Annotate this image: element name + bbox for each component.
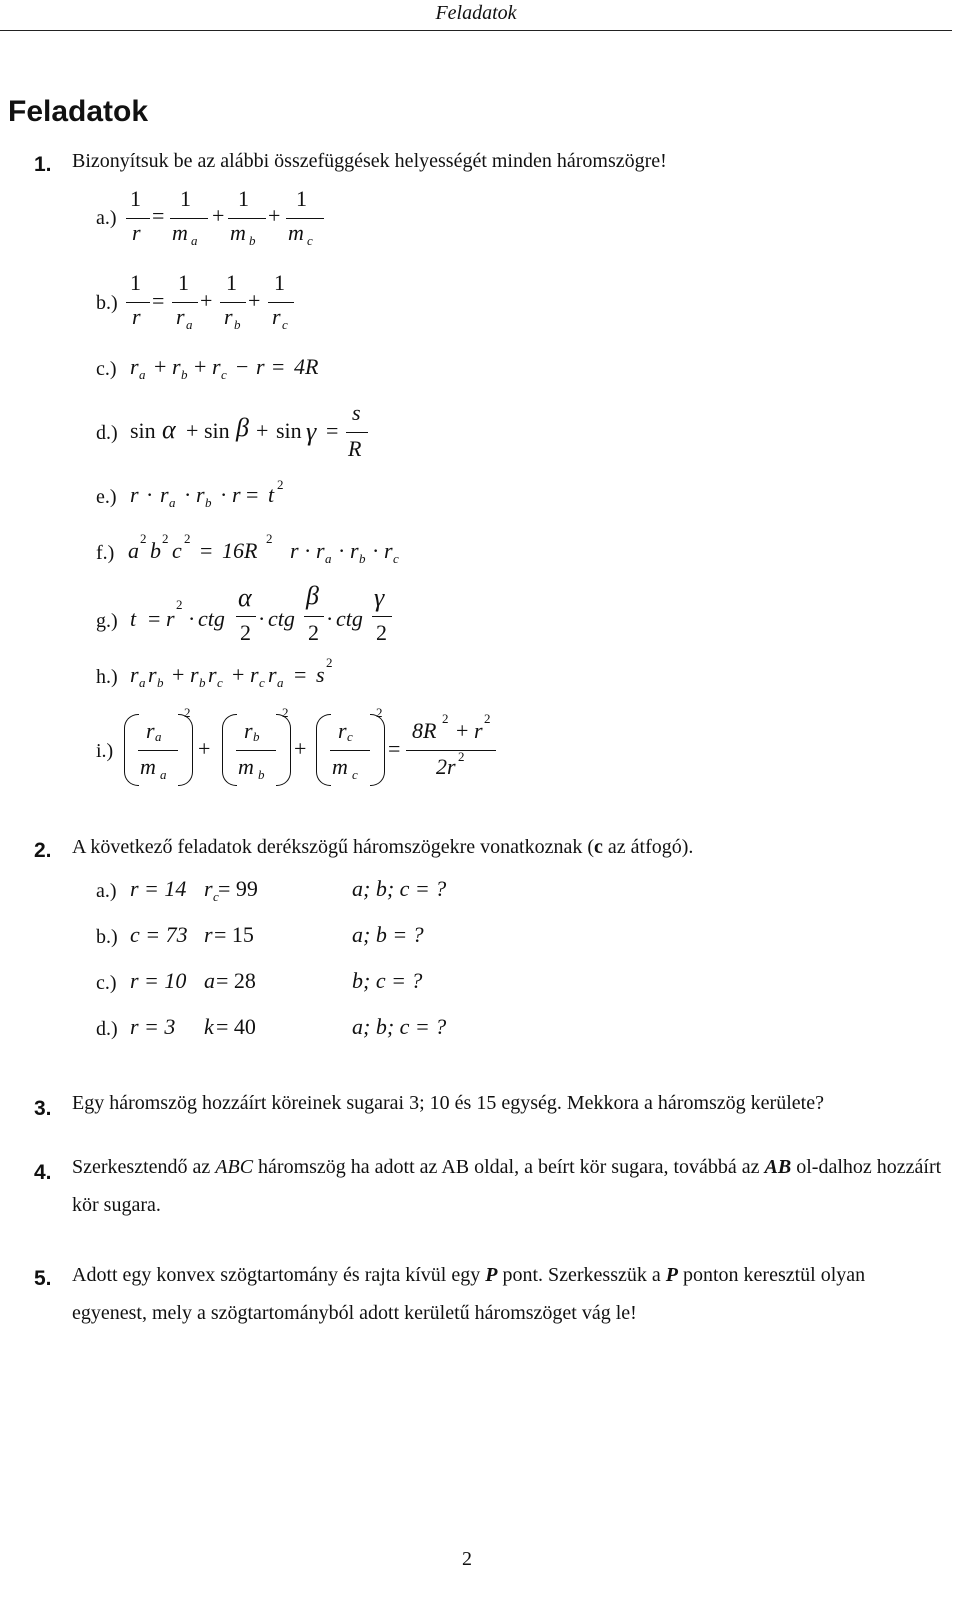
page-number: 2 — [462, 1548, 472, 1570]
equals: = — [294, 662, 307, 687]
question: a; b; c = ? — [352, 1014, 447, 1039]
problem-4-t2: háromszög ha adott az AB oldal, a beírt kör sugara, továbbá az — [253, 1156, 765, 1178]
r: r — [212, 354, 221, 379]
frac-den: R — [348, 436, 362, 461]
given-2-main: r — [204, 876, 213, 901]
label-1c: c.) — [96, 358, 117, 380]
subscript: c — [282, 317, 288, 332]
frac-num: r — [146, 718, 155, 743]
dot: · — [372, 538, 380, 563]
frac-num: r — [338, 718, 347, 743]
frac-den: r — [224, 304, 233, 329]
given-1: r = 10 — [130, 968, 187, 993]
r: r — [172, 354, 181, 379]
frac-den: m — [288, 220, 304, 245]
superscript: 2 — [458, 749, 465, 764]
given-2-rest: = 28 — [216, 968, 256, 993]
given-2-sub: c — [213, 889, 219, 904]
superscript: 2 — [376, 705, 383, 720]
equals: = — [272, 354, 285, 379]
gamma: γ — [306, 417, 317, 446]
given-1: r = 14 — [130, 876, 187, 901]
right-paren — [276, 714, 291, 786]
given-2-rest: = 15 — [214, 922, 254, 947]
given-2-main: k — [204, 1014, 214, 1039]
left-paren — [222, 714, 237, 786]
row-label: a.) — [96, 880, 117, 902]
frac-den: m — [172, 220, 188, 245]
given-2-main: r — [204, 922, 213, 947]
subscript: c — [347, 729, 353, 744]
ctg: ctg — [198, 606, 225, 631]
numerator: 8R — [412, 718, 437, 743]
sin: sin — [276, 418, 302, 443]
t: t — [130, 606, 137, 631]
c: c — [172, 538, 182, 563]
a: a — [128, 538, 139, 563]
subscript: b — [359, 551, 366, 566]
frac-den: m — [230, 220, 246, 245]
r: r — [190, 662, 199, 687]
frac-bar — [228, 218, 266, 219]
plus: + — [200, 288, 213, 313]
question: a; b = ? — [352, 922, 424, 947]
equals: = — [200, 538, 213, 563]
superscript: 2 — [184, 531, 191, 546]
frac-num: 1 — [238, 186, 249, 211]
dot: · — [304, 538, 312, 563]
label-1a: a.) — [96, 207, 117, 229]
row-label: d.) — [96, 1018, 118, 1040]
frac-bar — [406, 750, 496, 751]
dot: · — [326, 606, 334, 631]
problem-1-number: 1. — [34, 153, 52, 176]
r: r — [316, 538, 325, 563]
label-1b: b.) — [96, 292, 118, 314]
superscript: 2 — [282, 705, 289, 720]
t: t — [268, 482, 275, 507]
plus: + — [232, 662, 245, 687]
plus: + — [154, 354, 167, 379]
plus: + — [212, 203, 225, 228]
subscript: b — [199, 675, 206, 690]
problem-2-number: 2. — [34, 839, 52, 862]
rhs: 16R — [222, 538, 258, 563]
plus: + — [194, 354, 207, 379]
subscript: c — [217, 675, 223, 690]
r: r — [196, 482, 205, 507]
problem-1-text: Bizonyítsuk be az alábbi összefüggések helyességét minden háromszögre! — [72, 150, 667, 172]
r: r — [232, 482, 241, 507]
subscript: b — [157, 675, 164, 690]
r: r — [208, 662, 217, 687]
dot: · — [146, 482, 154, 507]
r: r — [290, 538, 299, 563]
subscript: a — [169, 495, 176, 510]
subscript: c — [393, 551, 399, 566]
frac-bar — [126, 218, 150, 219]
frac-bar — [236, 616, 256, 617]
equals: = — [148, 606, 161, 631]
rhs: 4R — [294, 354, 319, 379]
subscript: b — [258, 767, 265, 782]
subscript: a — [325, 551, 332, 566]
superscript: 2 — [484, 711, 491, 726]
plus: + — [294, 736, 307, 761]
frac-num: 1 — [178, 270, 189, 295]
subscript: a — [139, 675, 146, 690]
two: 2 — [308, 620, 319, 645]
frac-den: m — [238, 754, 254, 779]
subscript: a — [277, 675, 284, 690]
frac-den: r — [132, 220, 141, 245]
r: r — [130, 354, 139, 379]
frac-bar — [138, 750, 178, 751]
frac-bar — [330, 750, 370, 751]
ctg: ctg — [268, 606, 295, 631]
frac-den: r — [132, 304, 141, 329]
given-2-main: a — [204, 968, 215, 993]
subscript: a — [139, 367, 146, 382]
problem-2-text-post: az átfogó). — [602, 836, 694, 858]
alpha: α — [238, 583, 252, 612]
page-title: Feladatok — [8, 95, 149, 128]
ctg: ctg — [336, 606, 363, 631]
minus: − — [236, 354, 249, 379]
row-label: b.) — [96, 926, 118, 948]
r: r — [160, 482, 169, 507]
equals: = — [152, 288, 165, 313]
frac-bar — [346, 432, 368, 433]
subscript: c — [307, 233, 313, 248]
dot: · — [338, 538, 346, 563]
subscript: a — [191, 233, 198, 248]
beta: β — [236, 413, 249, 442]
problem-2-text-pre: A következő feladatok derékszögű háromszögekre vonatkoznak ( — [72, 836, 595, 858]
subscript: c — [352, 767, 358, 782]
two: 2 — [376, 620, 387, 645]
r: r — [384, 538, 393, 563]
problem-5-p2: P — [665, 1264, 678, 1286]
superscript: 2 — [176, 597, 183, 612]
frac-num: 1 — [296, 186, 307, 211]
plus: + — [256, 418, 269, 443]
problem-4-abc: ABC — [215, 1156, 254, 1178]
frac-num: 1 — [180, 186, 191, 211]
r: r — [148, 662, 157, 687]
frac-num: 1 — [130, 186, 141, 211]
superscript: 2 — [266, 531, 273, 546]
label-1f: f.) — [96, 542, 115, 564]
equals: = — [326, 418, 339, 443]
question: a; b; c = ? — [352, 876, 447, 901]
r: r — [166, 606, 175, 631]
given-2-rest: = 99 — [218, 876, 258, 901]
label-1i: i.) — [96, 740, 114, 762]
frac-bar — [268, 302, 294, 303]
denominator: 2r — [436, 754, 456, 779]
given-1: r = 3 — [130, 1014, 176, 1039]
frac-den: r — [176, 304, 185, 329]
label-1d: d.) — [96, 422, 118, 444]
problem-2-text — [72, 834, 693, 860]
subscript: c — [259, 675, 265, 690]
s: s — [316, 662, 325, 687]
frac-num: s — [352, 400, 361, 425]
alpha: α — [162, 415, 176, 444]
plus: + — [456, 718, 469, 743]
problem-5-t2: pont. Szerkesszük a — [497, 1264, 666, 1286]
r: r — [268, 662, 277, 687]
gamma: γ — [374, 583, 385, 612]
dot: · — [188, 606, 196, 631]
sin: sin — [130, 418, 156, 443]
superscript: 2 — [442, 711, 449, 726]
numerator-r: r — [474, 718, 483, 743]
given-1: c = 73 — [130, 922, 188, 947]
row-label: c.) — [96, 972, 117, 994]
problem-4-number: 4. — [34, 1161, 52, 1184]
right-paren — [178, 714, 193, 786]
subscript: b — [181, 367, 188, 382]
frac-bar — [220, 302, 246, 303]
frac-num: 1 — [130, 270, 141, 295]
left-paren — [316, 714, 331, 786]
problem-5-p1: P — [485, 1264, 498, 1286]
problem-4-t3: ol-dalhoz hozzáírt kör sugara. — [72, 1156, 942, 1216]
plus: + — [268, 203, 281, 228]
b: b — [150, 538, 161, 563]
frac-num: 1 — [274, 270, 285, 295]
frac-den: r — [272, 304, 281, 329]
r: r — [256, 354, 265, 379]
subscript: b — [234, 317, 241, 332]
superscript: 2 — [277, 477, 284, 492]
problem-3-number: 3. — [34, 1097, 52, 1120]
label-1h: h.) — [96, 666, 118, 688]
frac-bar — [372, 616, 392, 617]
superscript: 2 — [140, 531, 147, 546]
subscript: a — [160, 767, 167, 782]
problem-2-text-bold: c — [594, 836, 603, 858]
dot: · — [220, 482, 228, 507]
left-paren — [124, 714, 139, 786]
equals: = — [152, 203, 165, 228]
frac-den: m — [332, 754, 348, 779]
r: r — [350, 538, 359, 563]
frac-bar — [170, 218, 208, 219]
frac-bar — [286, 218, 324, 219]
problem-5-t1: Adott egy konvex szögtartomány és rajta kívül egy — [72, 1264, 486, 1286]
right-paren — [370, 714, 385, 786]
subscript: a — [155, 729, 162, 744]
running-header: Feladatok — [0, 0, 952, 31]
problem-4-ab: AB — [764, 1156, 792, 1178]
plus: + — [172, 662, 185, 687]
subscript: c — [221, 367, 227, 382]
problem-3-text: Egy háromszög hozzáírt köreinek sugarai 3; 10 és 15 egység. Mekkora a háromszög kerülete? — [72, 1092, 824, 1114]
equals: = — [388, 736, 401, 761]
question: b; c = ? — [352, 968, 423, 993]
frac-num: r — [244, 718, 253, 743]
equals: = — [246, 482, 259, 507]
frac-den: m — [140, 754, 156, 779]
r: r — [250, 662, 259, 687]
problem-5-text — [72, 1256, 942, 1332]
frac-bar — [304, 616, 324, 617]
dot: · — [184, 482, 192, 507]
subscript: b — [249, 233, 256, 248]
superscript: 2 — [162, 531, 169, 546]
problem-4-text — [72, 1148, 942, 1224]
superscript: 2 — [326, 655, 333, 670]
superscript: 2 — [184, 705, 191, 720]
label-1e: e.) — [96, 486, 117, 508]
plus: + — [186, 418, 199, 443]
frac-bar — [236, 750, 276, 751]
dot: · — [258, 606, 266, 631]
frac-num: 1 — [226, 270, 237, 295]
plus: + — [198, 736, 211, 761]
problem-5-t3: ponton keresztül olyan egyenest, mely a szögtartományból adott kerületű háromszöget vág le! — [72, 1264, 866, 1324]
problem-5-number: 5. — [34, 1267, 52, 1290]
frac-bar — [172, 302, 198, 303]
plus: + — [248, 288, 261, 313]
beta: β — [306, 581, 319, 610]
label-1g: g.) — [96, 610, 118, 632]
sin: sin — [204, 418, 230, 443]
frac-bar — [126, 302, 150, 303]
r: r — [130, 482, 139, 507]
subscript: b — [253, 729, 260, 744]
two: 2 — [240, 620, 251, 645]
given-2-rest: = 40 — [216, 1014, 256, 1039]
problem-4-t1: Szerkesztendő az — [72, 1156, 216, 1178]
r: r — [130, 662, 139, 687]
subscript: a — [186, 317, 193, 332]
subscript: b — [205, 495, 212, 510]
